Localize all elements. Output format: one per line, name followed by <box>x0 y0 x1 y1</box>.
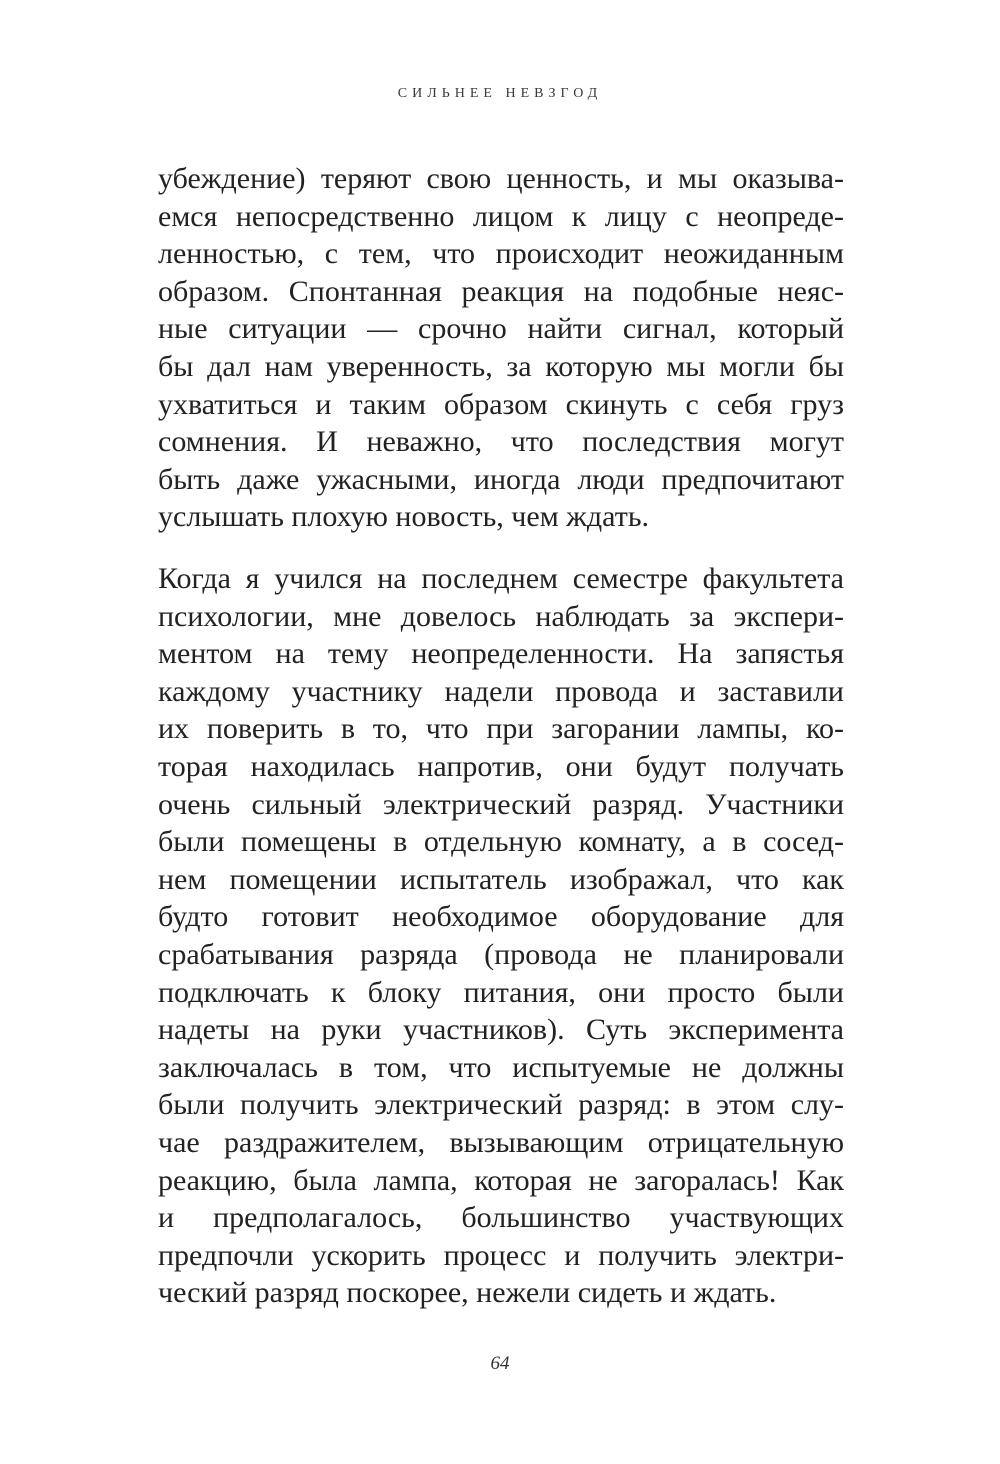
text-line: нем помещении испытатель изображал, что как <box>158 862 844 896</box>
text-line: ные ситуации — срочно найти сигнал, который <box>158 312 844 346</box>
text-line: емся непосредственно лицом к лицу с неопреде- <box>158 199 844 233</box>
text-line: чае раздражителем, вызывающим отрицательную <box>158 1125 844 1159</box>
text-line: ческий разряд поскорее, нежели сидеть и ждать. <box>158 1276 777 1310</box>
text-line: быть даже ужасными, иногда люди предпочитают <box>158 462 844 496</box>
paragraph-1 <box>158 160 844 536</box>
text-line: заключалась в том, что испытуемые не должны <box>158 1050 844 1084</box>
text-line: бы дал нам уверенность, за которую мы могли бы <box>158 349 844 383</box>
text-line: услышать плохую новость, чем ждать. <box>158 500 650 534</box>
page-number: 64 <box>490 1353 510 1374</box>
text-line: ленностью, с тем, что происходит неожиданным <box>158 237 844 271</box>
text-line: торая находилась напротив, они будут получать <box>158 749 844 783</box>
text-line: будто готовит необходимое оборудование для <box>158 900 844 934</box>
text-line: были получить электрический разряд: в этом слу- <box>158 1088 844 1122</box>
text-line: сомнения. И неважно, что последствия могут <box>158 425 844 459</box>
text-line: каждому участнику надели провода и заставили <box>158 674 844 708</box>
text-line: ментом на тему неопределенности. На запястья <box>158 637 844 671</box>
text-line: их поверить в то, что при загорании лампы, ко- <box>158 712 844 746</box>
text-line: психологии, мне довелось наблюдать за экспери- <box>158 599 844 633</box>
running-head: СИЛЬНЕЕ НЕВЗГОД <box>397 86 603 101</box>
text-line: Когда я учился на последнем семестре факультета <box>158 562 844 595</box>
text-line: и предполагалось, большинство участвующих <box>158 1201 844 1235</box>
text-line: предпочли ускорить процесс и получить электри- <box>158 1238 844 1272</box>
text-line: убеждение) теряют свою ценность, и мы оказыва- <box>158 162 844 195</box>
text-line: образом. Спонтанная реакция на подобные неяс- <box>158 274 844 308</box>
text-line: срабатывания разряда (провода не планировали <box>158 937 844 971</box>
text-line: подключать к блоку питания, они просто были <box>158 975 844 1009</box>
text-line: надеты на руки участников). Суть эксперимента <box>158 1013 844 1047</box>
text-line: были помещены в отдельную комнату, а в сосед- <box>158 825 844 859</box>
text-line: ухватиться и таким образом скинуть с себя груз <box>158 387 844 421</box>
text-line: очень сильный электрический разряд. Участники <box>158 787 844 821</box>
text-line: реакцию, была лампа, которая не загоралась! Как <box>158 1163 844 1197</box>
paragraph-2 <box>158 560 844 1312</box>
